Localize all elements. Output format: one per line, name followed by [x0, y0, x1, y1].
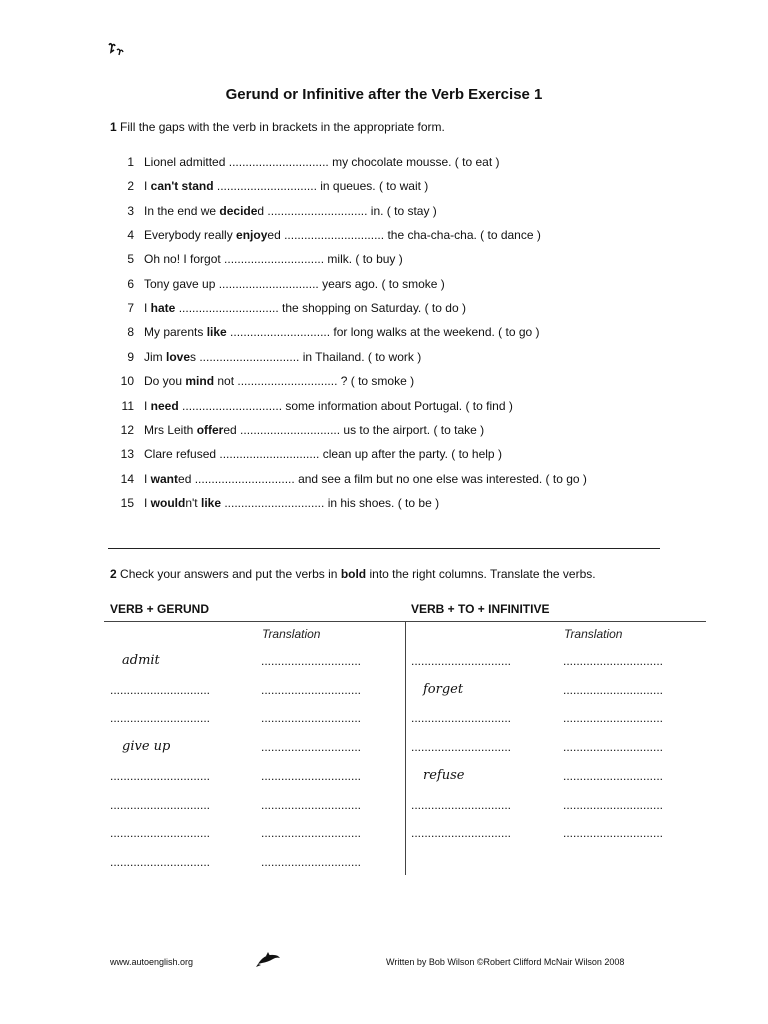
left-translation-blank: .............................. — [261, 797, 362, 812]
question-row — [110, 496, 439, 510]
left-verb-blank: .............................. — [110, 682, 211, 697]
question-text-pre: I — [144, 179, 151, 194]
question-bold-verb: would — [150, 495, 186, 510]
left-translation-blank: .............................. — [261, 768, 362, 783]
question-bold-verb: can't stand — [150, 179, 214, 194]
question-number: 9 — [127, 349, 134, 364]
table-column-divider — [405, 621, 406, 875]
question-text-post: s — [190, 349, 197, 364]
question-number: 10 — [120, 374, 134, 389]
left-verb-blank: .............................. — [110, 711, 211, 726]
left-translation-blank: .............................. — [261, 854, 362, 869]
question-text-rest: .............................. some information about Portugal. ( to find ) — [178, 398, 513, 413]
question-text-rest: .............................. in Thailand. ( to work ) — [196, 349, 422, 364]
right-translation-blank: .............................. — [563, 654, 664, 668]
question-text-rest: .............................. ? ( to smoke ) — [234, 374, 415, 389]
section2-number: 2 — [110, 567, 117, 581]
left-translation-blank: .............................. — [261, 740, 362, 755]
question-text-pre: I — [144, 398, 151, 413]
page-title: Gerund or Infinitive after the Verb Exercise 1 — [225, 86, 543, 103]
right-verb-blank: .............................. — [411, 711, 512, 726]
section1-instruction — [110, 120, 445, 134]
left-translation-blank: .............................. — [261, 682, 362, 697]
footer-credit: Written by Bob Wilson ©Robert Clifford McNair Wilson 2008 — [386, 957, 625, 967]
right-verb-blank: .............................. — [411, 654, 512, 668]
question-text-rest: .............................. in. ( to stay ) — [264, 203, 437, 218]
question-number: 4 — [127, 228, 134, 243]
right-verb-answer: refuse — [423, 767, 465, 783]
question-number: 15 — [120, 495, 134, 510]
question-row — [110, 423, 484, 437]
question-row — [110, 472, 587, 486]
question-text-pre: Lionel admitted — [144, 155, 229, 169]
question-text-rest: .............................. for long walks at the weekend. ( to go ) — [226, 325, 540, 340]
section2-instruction-pre: Check your answers and put the verbs in — [120, 567, 341, 581]
question-text-post: not — [214, 374, 235, 389]
left-translation-blank: .............................. — [261, 654, 362, 668]
footer-website: www.autoenglish.org — [110, 957, 194, 967]
question-row — [110, 155, 500, 169]
question-row — [110, 301, 466, 315]
question-text-rest: .............................. in queues. ( to wait ) — [213, 179, 429, 194]
section2-instruction-post: into the right columns. Translate the verbs. — [366, 567, 596, 581]
question-text-rest: .............................. milk. ( to buy ) — [224, 252, 403, 267]
question-number: 6 — [127, 276, 134, 291]
question-number: 1 — [127, 155, 134, 169]
question-bold-verb: mind — [185, 374, 215, 389]
question-text-rest: .............................. my chocolate mousse. ( to eat ) — [228, 155, 500, 169]
section1-number: 1 — [110, 120, 117, 134]
question-text-pre: Everybody really — [144, 228, 237, 243]
question-text-pre: My parents — [144, 325, 207, 340]
question-bold-verb: like — [206, 325, 227, 340]
section2-instruction — [110, 567, 596, 581]
right-translation-blank: .............................. — [563, 826, 664, 841]
right-translation-blank: .............................. — [563, 682, 664, 697]
left-verb-blank: .............................. — [110, 797, 211, 812]
section1-instruction-text: Fill the gaps with the verb in brackets in the appropriate form. — [120, 120, 445, 134]
question-bold-verb-2: like — [200, 495, 221, 510]
question-text-pre: Oh no! I forgot — [144, 252, 225, 267]
right-verb-blank: .............................. — [411, 826, 512, 841]
question-row — [110, 277, 445, 291]
question-text-post: ed — [223, 422, 237, 437]
left-translation-label: Translation — [262, 627, 321, 641]
question-row — [110, 350, 421, 364]
right-translation-blank: .............................. — [563, 711, 664, 726]
right-verb-blank: .............................. — [411, 797, 512, 812]
right-verb-answer: forget — [423, 681, 464, 697]
question-bold-verb: want — [150, 471, 179, 486]
left-verb-answer: admit — [122, 653, 160, 668]
right-translation-blank: .............................. — [563, 797, 664, 812]
question-number: 5 — [127, 252, 134, 267]
left-verb-answer: give up — [122, 739, 171, 755]
question-text-rest: .............................. clean up after the party. ( to help ) — [219, 447, 502, 462]
question-text-pre: Tony gave up — [144, 276, 219, 291]
question-text-pre: Do you — [144, 374, 186, 389]
question-text-rest: .............................. the shopping on Saturday. ( to do ) — [175, 301, 466, 316]
question-row — [110, 204, 437, 218]
left-translation-blank: .............................. — [261, 711, 362, 726]
right-translation-label: Translation — [564, 627, 623, 641]
question-row — [110, 252, 403, 266]
question-row — [110, 325, 540, 339]
question-text-post: n't — [185, 495, 201, 510]
question-bold-verb: love — [166, 349, 191, 364]
question-text-rest: .............................. us to the airport. ( to take ) — [236, 422, 485, 437]
question-text-pre: I — [144, 301, 151, 316]
birds-icon — [106, 40, 128, 58]
question-row — [110, 374, 414, 388]
question-text-pre: Clare refused — [144, 447, 220, 462]
left-translation-blank: .............................. — [261, 826, 362, 841]
question-text-post: ed — [267, 228, 281, 243]
question-text-pre: In the end we — [144, 203, 220, 218]
question-text-rest: .............................. and see a film but no one else was interested. ( to go ) — [191, 471, 587, 486]
section2-instruction-bold: bold — [340, 567, 367, 581]
left-verb-blank: .............................. — [110, 768, 211, 783]
question-number: 11 — [121, 398, 134, 413]
question-text-pre: Mrs Leith — [144, 422, 197, 437]
question-number: 8 — [127, 325, 134, 340]
question-bold-verb: hate — [150, 301, 176, 316]
left-verb-blank: .............................. — [110, 854, 211, 869]
question-row — [110, 228, 541, 242]
dolphin-icon — [256, 950, 282, 968]
question-number: 2 — [127, 179, 134, 194]
question-bold-verb: enjoy — [236, 228, 268, 243]
question-row — [110, 179, 428, 193]
question-row — [110, 447, 502, 461]
question-number: 14 — [120, 471, 134, 486]
question-text-pre: I — [144, 495, 151, 510]
left-column-header: VERB + GERUND — [110, 602, 210, 616]
question-text-rest: .............................. years ago. ( to smoke ) — [218, 276, 445, 291]
left-verb-blank: .............................. — [110, 826, 211, 841]
question-number: 13 — [120, 447, 134, 462]
right-verb-blank: .............................. — [411, 740, 512, 755]
question-row — [110, 399, 513, 413]
question-number: 12 — [120, 422, 134, 437]
question-text-post: d — [257, 203, 265, 218]
right-translation-blank: .............................. — [563, 740, 664, 755]
question-text-rest: .............................. in his shoes. ( to be ) — [221, 495, 440, 510]
question-number: 7 — [127, 301, 134, 316]
question-bold-verb: offer — [196, 422, 224, 437]
question-bold-verb: decide — [219, 203, 258, 218]
question-text-pre: Jim — [144, 349, 166, 364]
question-text-rest: .............................. the cha-cha-cha. ( to dance ) — [280, 228, 541, 243]
right-translation-blank: .............................. — [563, 768, 664, 783]
question-text-pre: I — [144, 471, 151, 486]
question-number: 3 — [127, 203, 134, 218]
right-column-header: VERB + TO + INFINITIVE — [411, 602, 550, 616]
section-divider — [108, 548, 660, 549]
question-bold-verb: need — [150, 398, 179, 413]
question-text-post: ed — [178, 471, 192, 486]
